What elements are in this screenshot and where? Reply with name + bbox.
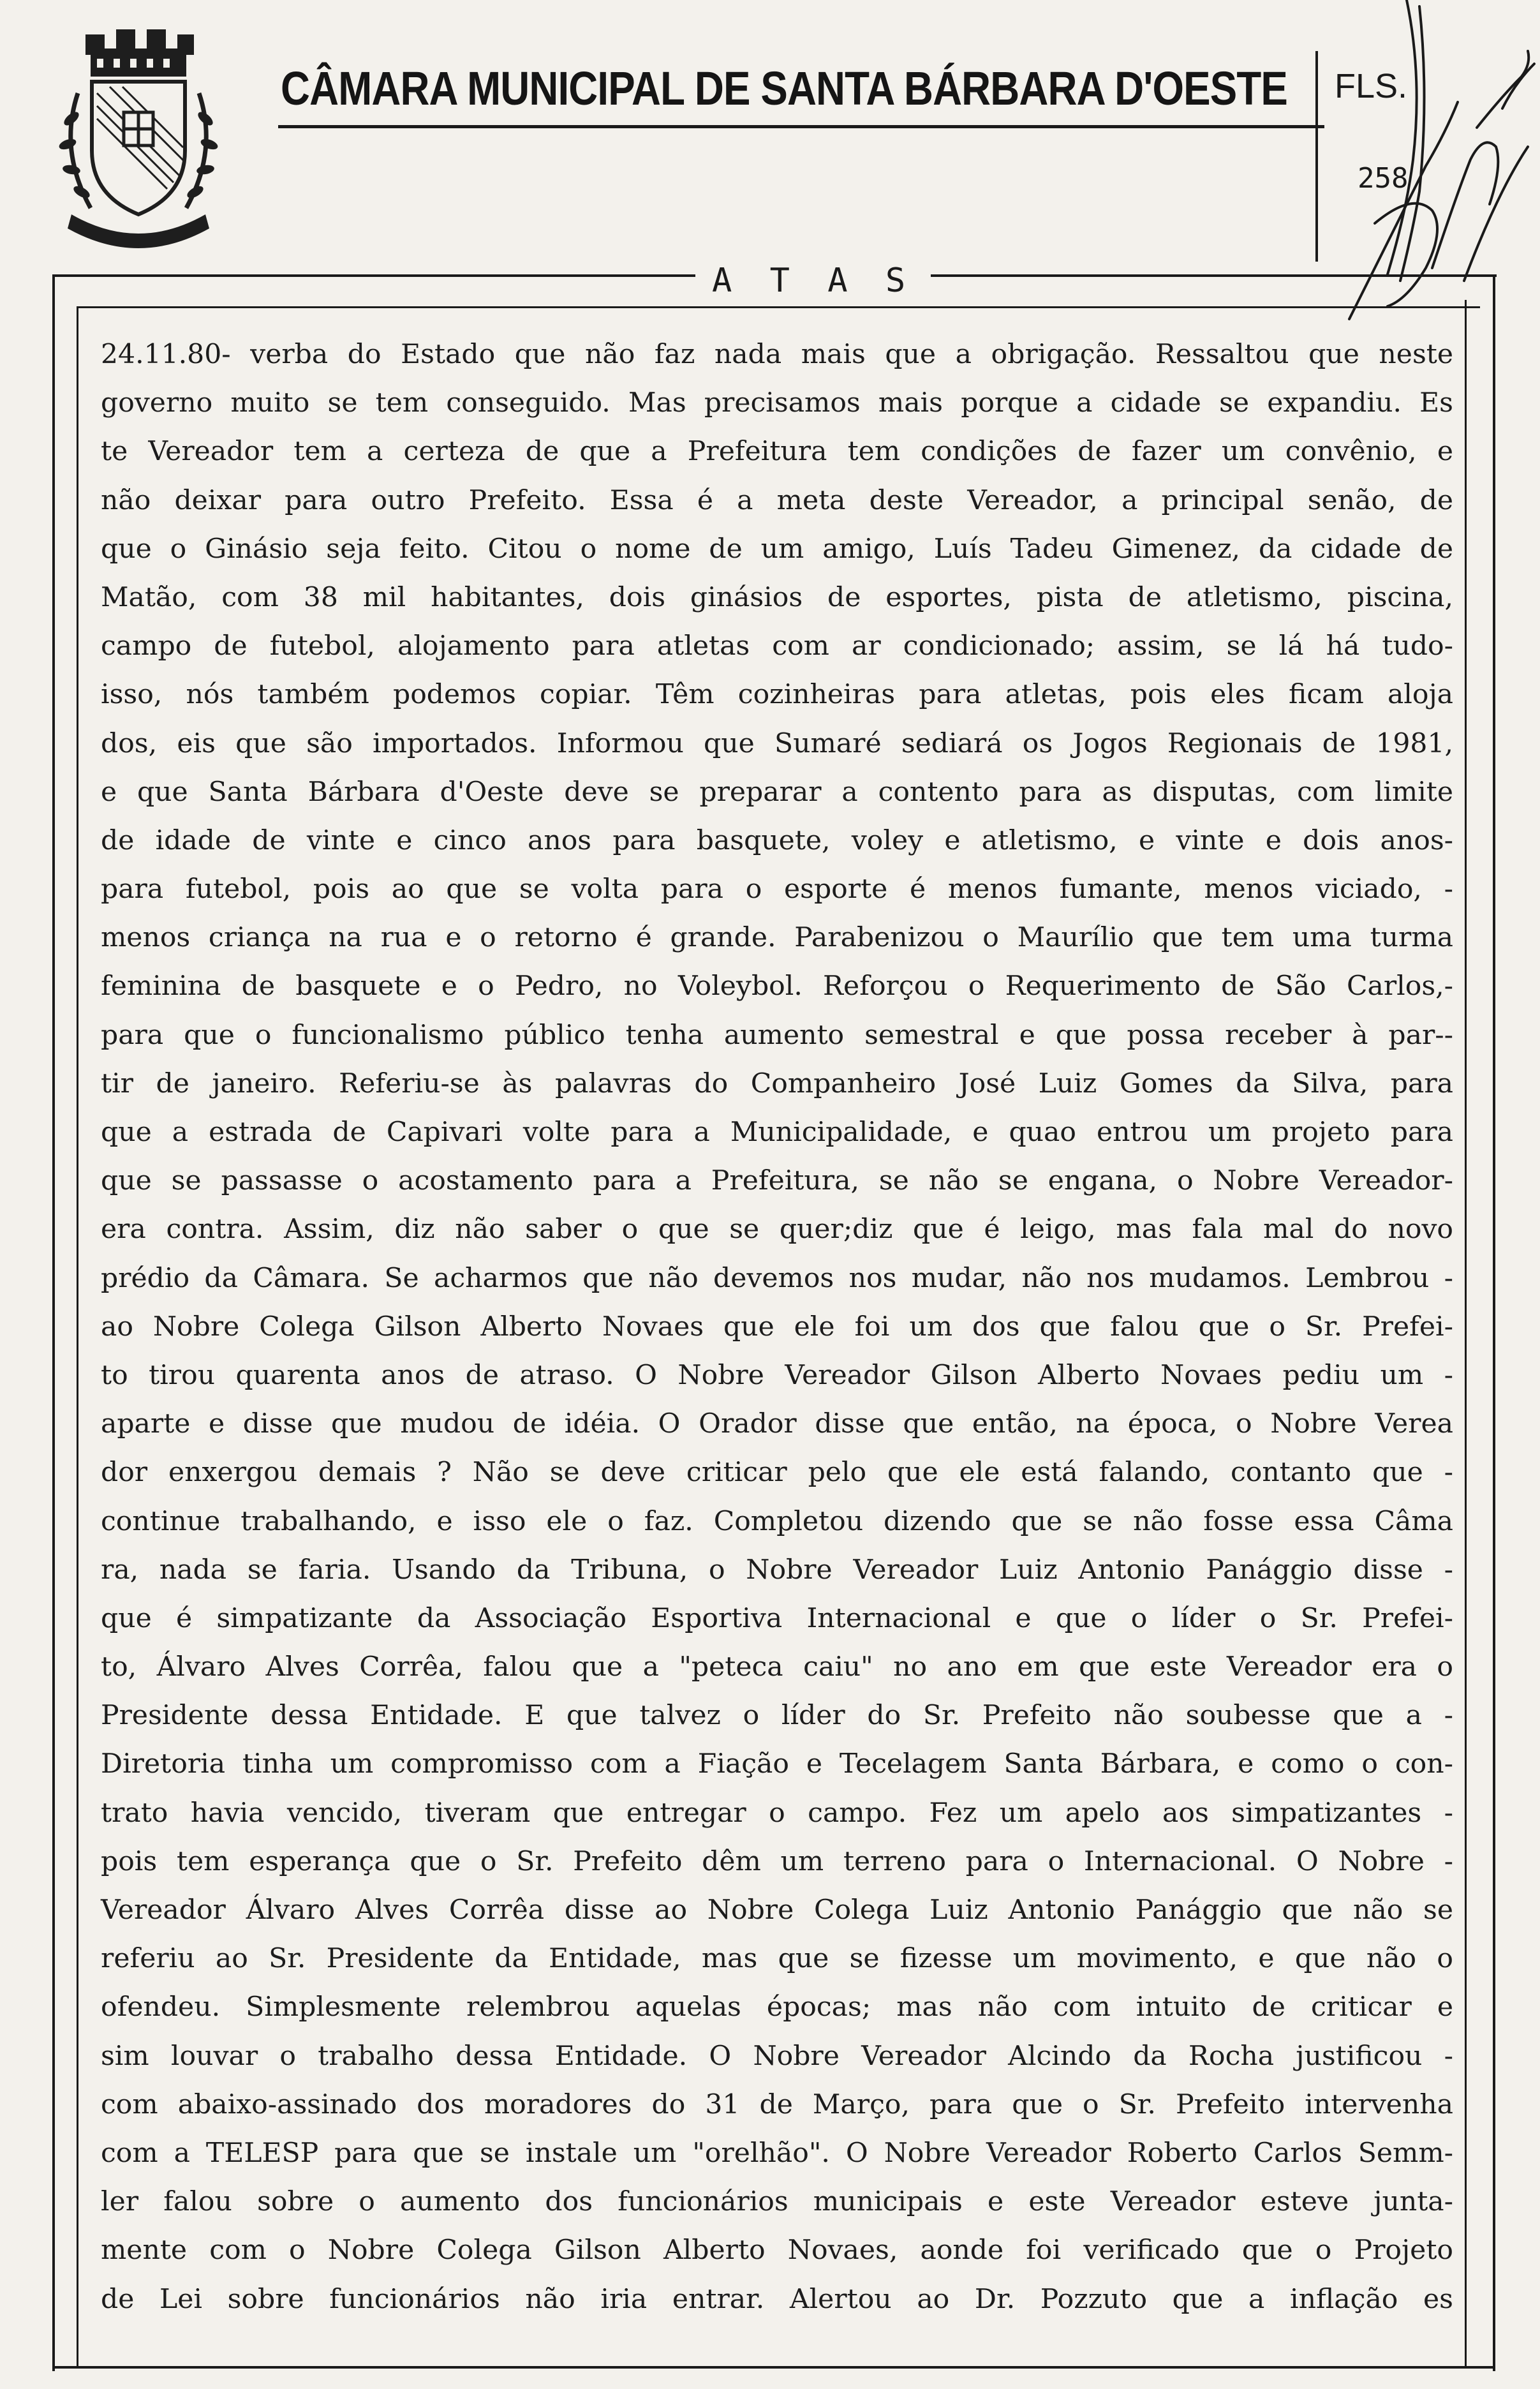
minutes-line: de Lei sobre funcionários não iria entrar. Alertou ao Dr. Pozzuto que a inflação es <box>101 2283 1453 2315</box>
minutes-line: dor enxergou demais ? Não se deve criticar pelo que ele está falando, contanto que - <box>101 1457 1453 1489</box>
minutes-line: com abaixo-assinado dos moradores do 31 de Março, para que o Sr. Prefeito intervenha <box>101 2088 1453 2120</box>
minutes-line: campo de futebol, alojamento para atletas com ar condicionado; assim, se lá há tudo- <box>101 630 1453 662</box>
header-rule <box>278 125 1324 128</box>
minutes-line: que o Ginásio seja feito. Citou o nome de um amigo, Luís Tadeu Gimenez, da cidade de <box>101 533 1453 565</box>
minutes-line: to, Álvaro Alves Corrêa, falou que a "peteca caiu" no ano em que este Vereador era o <box>101 1651 1453 1683</box>
handwritten-signature <box>1311 0 1540 345</box>
minutes-line: ao Nobre Colega Gilson Alberto Novaes que ele foi um dos que falou que o Sr. Prefei- <box>101 1311 1453 1343</box>
minutes-line: continue trabalhando, e isso ele o faz. Completou dizendo que se não fosse essa Câma <box>101 1505 1453 1537</box>
minutes-line: trato havia vencido, tiveram que entregar o campo. Fez um apelo aos simpatizantes - <box>101 1797 1453 1829</box>
minutes-line: 24.11.80- verba do Estado que não faz nada mais que a obrigação. Ressaltou que neste <box>101 339 1453 370</box>
frame-bottom-rule <box>52 2366 1495 2369</box>
minutes-line: ofendeu. Simplesmente relembrou aquelas épocas; mas não com intuito de criticar e <box>101 1991 1453 2023</box>
minutes-line: feminina de basquete e o Pedro, no Voleybol. Reforçou o Requerimento de São Carlos,- <box>101 971 1453 1002</box>
minutes-line: para futebol, pois ao que se volta para o esporte é menos fumante, menos viciado, - <box>101 874 1453 905</box>
page-number: 258 <box>1358 162 1409 195</box>
frame-inner-right-rule <box>1465 300 1467 2367</box>
minutes-line: com a TELESP para que se instale um "orelhão". O Nobre Vereador Roberto Carlos Semm- <box>101 2137 1453 2169</box>
minutes-line: Matão, com 38 mil habitantes, dois ginásios de esportes, pista de atletismo, piscina, <box>101 581 1453 613</box>
frame-inner-top-rule <box>77 306 1480 308</box>
fls-label: FLS. <box>1335 67 1408 105</box>
frame-inner-left-rule <box>77 306 78 2367</box>
minutes-line: aparte e disse que mudou de idéia. O Orador disse que então, na época, o Nobre Verea <box>101 1408 1453 1440</box>
minutes-line: menos criança na rua e o retorno é grande. Parabenizou o Maurílio que tem uma turma <box>101 922 1453 954</box>
minutes-line: para que o funcionalismo público tenha aumento semestral e que possa receber à par-- <box>101 1019 1453 1051</box>
minutes-line: Presidente dessa Entidade. E que talvez o líder do Sr. Prefeito não soubesse que a - <box>101 1700 1453 1732</box>
minutes-line: sim louvar o trabalho dessa Entidade. O Nobre Vereador Alcindo da Rocha justificou - <box>101 2040 1453 2072</box>
minutes-line: de idade de vinte e cinco anos para basquete, voley e atletismo, e vinte e dois anos- <box>101 824 1453 856</box>
minutes-line: governo muito se tem conseguido. Mas precisamos mais porque a cidade se expandiu. Es <box>101 387 1453 419</box>
minutes-line: que é simpatizante da Associação Esportiva Internacional e que o líder o Sr. Prefei- <box>101 1602 1453 1634</box>
minutes-line: e que Santa Bárbara d'Oeste deve se preparar a contento para as disputas, com limite <box>101 776 1453 808</box>
frame-left-rule <box>52 274 55 2371</box>
minutes-line: que se passasse o acostamento para a Prefeitura, se não se engana, o Nobre Vereador- <box>101 1165 1453 1197</box>
minutes-line: pois tem esperança que o Sr. Prefeito dêm um terreno para o Internacional. O Nobre - <box>101 1845 1453 1877</box>
minutes-line: Diretoria tinha um compromisso com a Fiação e Tecelagem Santa Bárbara, e como o con- <box>101 1748 1453 1780</box>
municipal-crest-icon <box>52 23 225 253</box>
minutes-line: que a estrada de Capivari volte para a Municipalidade, e quao entrou um projeto para <box>101 1117 1453 1148</box>
minutes-line: era contra. Assim, diz não saber o que se quer;diz que é leigo, mas fala mal do novo <box>101 1214 1453 1246</box>
minutes-line: prédio da Câmara. Se acharmos que não devemos nos mudar, não nos mudamos. Lembrou - <box>101 1262 1453 1294</box>
minutes-body <box>101 331 1453 2324</box>
minutes-line: não deixar para outro Prefeito. Essa é a meta deste Vereador, a principal senão, de <box>101 484 1453 516</box>
minutes-line: referiu ao Sr. Presidente da Entidade, mas que se fizesse um movimento, e que não o <box>101 1943 1453 1975</box>
chamber-title: CÂMARA MUNICIPAL DE SANTA BÁRBARA D'OESTE <box>281 62 1287 115</box>
minutes-line: ler falou sobre o aumento dos funcionários municipais e este Vereador esteve junta- <box>101 2186 1453 2218</box>
minutes-line: to tirou quarenta anos de atraso. O Nobre Vereador Gilson Alberto Novaes pediu um - <box>101 1359 1453 1391</box>
minutes-line: ra, nada se faria. Usando da Tribuna, o Nobre Vereador Luiz Antonio Panággio disse - <box>101 1554 1453 1586</box>
frame-right-rule <box>1493 274 1495 2371</box>
minutes-line: Vereador Álvaro Alves Corrêa disse ao Nobre Colega Luiz Antonio Panággio que não se <box>101 1894 1453 1926</box>
minutes-line: isso, nós também podemos copiar. Têm cozinheiras para atletas, pois eles ficam aloja <box>101 679 1453 711</box>
minutes-line: mente com o Nobre Colega Gilson Alberto Novaes, aonde foi verificado que o Projeto <box>101 2235 1453 2266</box>
minutes-line: te Vereador tem a certeza de que a Prefeitura tem condições de fazer um convênio, e <box>101 436 1453 468</box>
section-title: A T A S <box>695 262 931 300</box>
minutes-line: dos, eis que são importados. Informou que Sumaré sediará os Jogos Regionais de 1981, <box>101 727 1453 759</box>
minutes-line: tir de janeiro. Referiu-se às palavras do Companheiro José Luiz Gomes da Silva, para <box>101 1068 1453 1099</box>
